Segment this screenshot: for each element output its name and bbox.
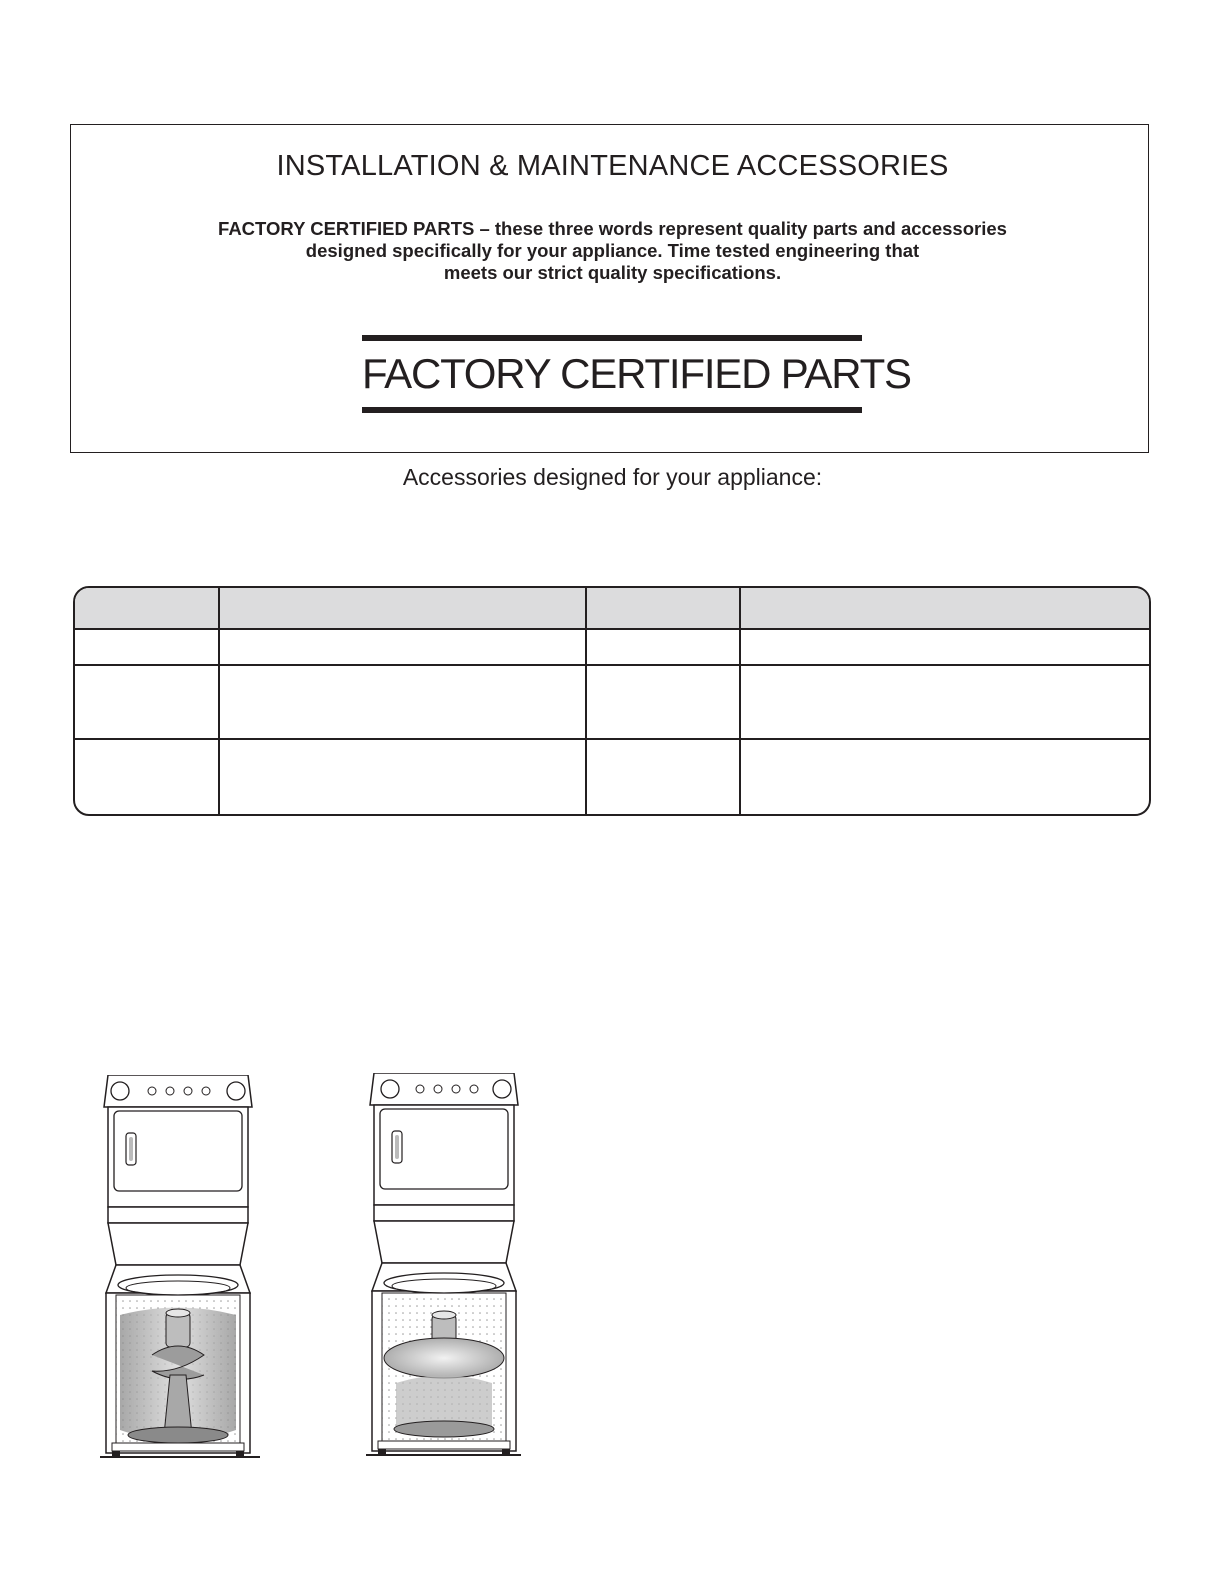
table-cell xyxy=(219,629,586,665)
accessories-heading: Accessories designed for your appliance: xyxy=(402,464,823,490)
table-cell xyxy=(586,739,740,816)
intro-line: FACTORY CERTIFIED PARTS – these three words represent quality parts and accessories xyxy=(218,218,1007,239)
laundry-center-spiral-agitator-illustration xyxy=(100,1075,265,1475)
intro-paragraph xyxy=(0,218,1225,284)
table-row xyxy=(75,739,1149,816)
factory-certified-parts-logo xyxy=(362,335,911,413)
table-cell xyxy=(219,739,586,816)
laundry-center-impeller-illustration xyxy=(366,1073,531,1473)
table-cell xyxy=(740,629,1149,665)
accessories-table xyxy=(73,586,1151,816)
table-row xyxy=(75,665,1149,739)
table-cell xyxy=(219,665,586,739)
column-header xyxy=(586,588,740,629)
intro-line: meets our strict quality specifications. xyxy=(443,262,782,283)
table-cell xyxy=(740,739,1149,816)
table-cell xyxy=(586,629,740,665)
table-cell xyxy=(740,665,1149,739)
table-cell xyxy=(75,665,219,739)
table-header-row xyxy=(75,588,1149,629)
table-cell xyxy=(586,665,740,739)
intro-line: designed specifically for your appliance. Time tested engineering that xyxy=(305,240,920,261)
table-row xyxy=(75,629,1149,665)
table-cell xyxy=(75,739,219,816)
column-header xyxy=(75,588,219,629)
column-header xyxy=(219,588,586,629)
page-title: INSTALLATION & MAINTENANCE ACCESSORIES xyxy=(276,150,949,182)
table-cell xyxy=(75,629,219,665)
logo-bottom-bar xyxy=(362,407,862,413)
column-header xyxy=(740,588,1149,629)
logo-top-bar xyxy=(362,335,862,341)
logo-text: FACTORY CERTIFIED PARTS xyxy=(362,350,911,397)
